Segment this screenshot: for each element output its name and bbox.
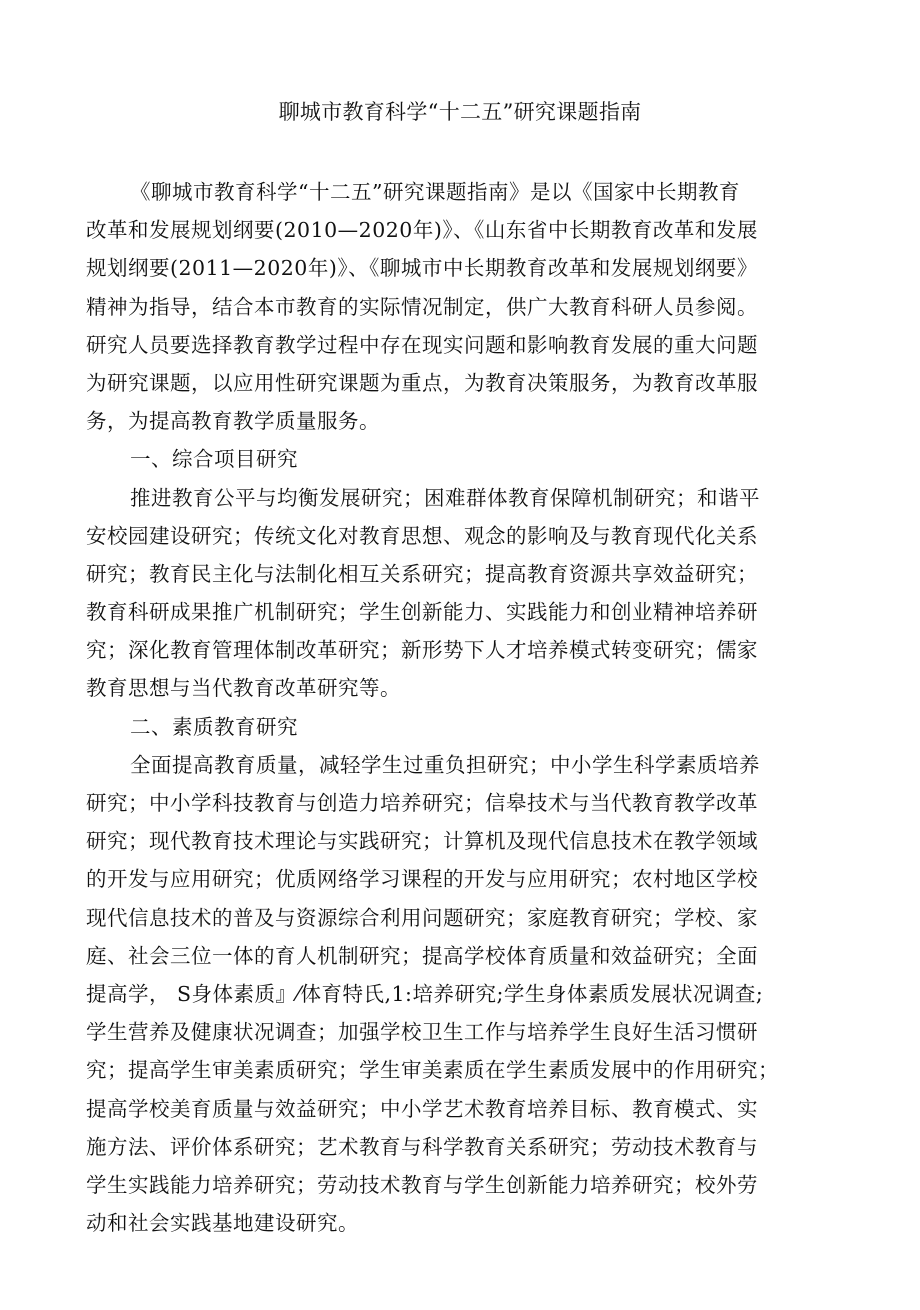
section-heading: 二、素质教育研究	[130, 714, 298, 739]
paragraph-line: 究；提高学生审美素质研究；学生审美素质在学生素质发展中的作用研究；	[86, 1058, 779, 1083]
paragraph-line: 提高学， S身体素质』⁄体育特氏,1:培养研究;学生身体素质发展状况调查;	[86, 981, 764, 1006]
paragraph-line: 研究人员要选择教育教学过程中存在现实问题和影响教育发展的重大问题	[86, 332, 758, 357]
paragraph-line: 务，为提高教育教学质量服务。	[86, 409, 380, 434]
paragraph-line: 安校园建设研究；传统文化对教育思想、观念的影响及与教育现代化关系	[86, 523, 758, 548]
paragraph-line: 精神为指导，结合本市教育的实际情况制定，供广大教育科研人员参阅。	[86, 294, 758, 319]
paragraph-line: 究；深化教育管理体制改革研究；新形势下人才培养模式转变研究；儒家	[86, 638, 758, 663]
paragraph-line: 研究；现代教育技术理论与实践研究；计算机及现代信息技术在教学领域	[86, 829, 758, 854]
paragraph-line: 教育思想与当代教育改革研究等。	[86, 676, 401, 701]
paragraph-line: 改革和发展规划纲要(2010—2020年)》、《山东省中长期教育改革和发展	[86, 218, 758, 243]
paragraph-line: 学生营养及健康状况调查；加强学校卫生工作与培养学生良好生活习惯研	[86, 1020, 758, 1045]
paragraph-line: 施方法、评价体系研究；艺术教育与科学教育关系研究；劳动技术教育与	[86, 1134, 758, 1159]
paragraph-line: 全面提高教育质量，减轻学生过重负担研究；中小学生科学素质培养	[130, 752, 760, 777]
paragraph-line: 研究；中小学科技教育与创造力培养研究；信皋技术与当代教育教学改革	[86, 791, 758, 815]
paragraph-line: 《聊城市教育科学“十二五”研究课题指南》是以《国家中长期教育	[130, 180, 740, 204]
paragraph-line: 现代信息技术的普及与资源综合利用问题研究；家庭教育研究；学校、家	[86, 905, 758, 930]
paragraph-line: 学生实践能力培养研究；劳动技术教育与学生创新能力培养研究；校外劳	[86, 1172, 758, 1197]
paragraph-line: 为研究课题，以应用性研究课题为重点，为教育决策服务，为教育改革服	[86, 370, 758, 395]
paragraph-line: 动和社会实践基地建设研究。	[86, 1211, 359, 1236]
paragraph-line: 教育科研成果推广机制研究；学生创新能力、实践能力和创业精神培养研	[86, 600, 758, 625]
paragraph-line: 庭、社会三位一体的育人机制研究；提高学校体育质量和效益研究；全面	[86, 943, 758, 968]
paragraph-line: 规划纲要(2011—2020年)》、《聊城市中长期教育改革和发展规划纲要》	[86, 256, 758, 281]
document-body	[86, 173, 806, 1242]
paragraph-line: 的开发与应用研究；优质网络学习课程的开发与应用研究；农村地区学校	[86, 867, 758, 892]
section-heading: 一、综合项目研究	[130, 447, 298, 472]
paragraph-line: 推进教育公平与均衡发展研究；困难群体教育保障机制研究；和谐平	[130, 485, 760, 510]
paragraph-line: 提高学校美育质量与效益研究；中小学艺术教育培养目标、教育模式、实	[86, 1096, 758, 1121]
document-title: 聊城市教育科学“十二五”研究课题指南	[278, 100, 642, 124]
paragraph-line: 研究；教育民主化与法制化相互关系研究；提高教育资源共享效益研究；	[86, 561, 758, 586]
